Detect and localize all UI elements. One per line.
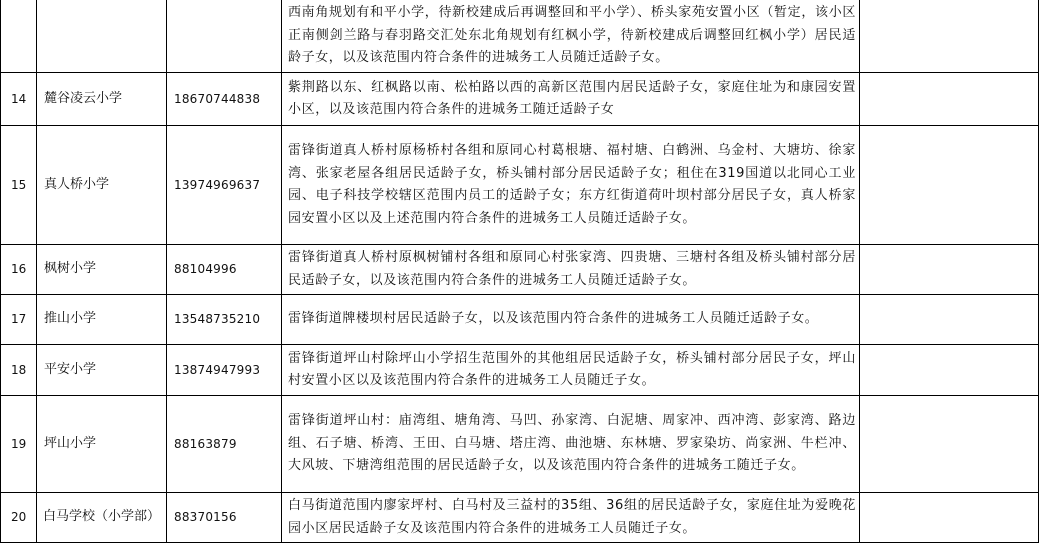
phone-number: 13874947993 bbox=[167, 345, 282, 396]
table-row bbox=[1, 245, 1039, 295]
school-name: 白马学校（小学部） bbox=[37, 493, 167, 543]
enrollment-area: 雷锋街道坪山村除坪山小学招生范围外的其他组居民适龄子女，桥头铺村部分居民子女，坪山村安置小区以及该范围内符合条件的进城务工人员随迁子女。 bbox=[282, 345, 860, 396]
table-row bbox=[1, 396, 1039, 493]
school-name: 麓谷凌云小学 bbox=[37, 73, 167, 126]
table-row bbox=[1, 493, 1039, 543]
phone-number: 88370156 bbox=[167, 493, 282, 543]
enrollment-area: 雷锋街道真人桥村原枫树铺村各组和原同心村张家湾、四贵塘、三塘村各组及桥头铺村部分居民适龄子女，以及该范围内符合条件的进城务工人员随迁适龄子女。 bbox=[282, 245, 860, 295]
row-number: 14 bbox=[1, 73, 37, 126]
row-number: 15 bbox=[1, 126, 37, 245]
phone-number: 18670744838 bbox=[167, 73, 282, 126]
enrollment-area: 雷锋街道真人桥村原杨桥村各组和原同心村葛根塘、福村塘、白鹤洲、乌金村、大塘坊、徐家湾、张家老屋各组居民适龄子女，桥头铺村部分居民适龄子女；租住在319国道以北同心工业园、电子科技学校辖区范围内员工的适龄子女；东方红街道荷叶坝村部分居民子女，真人桥家园安置小区以及上述范围内符合条件的进城务工人员随迁适龄子女。 bbox=[282, 126, 860, 245]
row-number: 20 bbox=[1, 493, 37, 543]
school-name bbox=[37, 0, 167, 73]
school-name: 平安小学 bbox=[37, 345, 167, 396]
table-row bbox=[1, 73, 1039, 126]
table-row bbox=[1, 0, 1039, 73]
row-number: 16 bbox=[1, 245, 37, 295]
remarks-cell bbox=[860, 396, 1039, 493]
remarks-cell bbox=[860, 345, 1039, 396]
school-name: 真人桥小学 bbox=[37, 126, 167, 245]
phone-number: 13974969637 bbox=[167, 126, 282, 245]
table-row bbox=[1, 345, 1039, 396]
row-number bbox=[1, 0, 37, 73]
row-number: 17 bbox=[1, 295, 37, 345]
enrollment-area: 雷锋街道牌楼坝村居民适龄子女，以及该范围内符合条件的进城务工人员随迁适龄子女。 bbox=[282, 295, 860, 345]
remarks-cell bbox=[860, 493, 1039, 543]
remarks-cell bbox=[860, 245, 1039, 295]
table-row bbox=[1, 295, 1039, 345]
remarks-cell bbox=[860, 0, 1039, 73]
row-number: 18 bbox=[1, 345, 37, 396]
row-number: 19 bbox=[1, 396, 37, 493]
enrollment-area: 雷锋街道坪山村：庙湾组、塘角湾、马凹、孙家湾、白泥塘、周家冲、西冲湾、彭家湾、路边组、石子塘、桥湾、王田、白马塘、塔庄湾、曲池塘、东林塘、罗家染坊、尚家洲、牛栏冲、大风坡、下塘湾组范围的居民适龄子女，以及该范围内符合条件的进城务工随迁子女。 bbox=[282, 396, 860, 493]
remarks-cell bbox=[860, 295, 1039, 345]
remarks-cell bbox=[860, 73, 1039, 126]
phone-number: 88104996 bbox=[167, 245, 282, 295]
phone-number bbox=[167, 0, 282, 73]
school-name: 推山小学 bbox=[37, 295, 167, 345]
enrollment-area: 西南角规划有和平小学，待新校建成后再调整回和平小学）、桥头家苑安置小区（暂定，该小区正南侧剑兰路与春羽路交汇处东北角规划有红枫小学，待新校建成后调整回红枫小学）居民适龄子女，以及该范围内符合条件的进城务工人员随迁适龄子女。 bbox=[282, 0, 860, 73]
phone-number: 88163879 bbox=[167, 396, 282, 493]
school-name: 枫树小学 bbox=[37, 245, 167, 295]
school-name: 坪山小学 bbox=[37, 396, 167, 493]
enrollment-area: 白马街道范围内廖家坪村、白马村及三益村的35组、36组的居民适龄子女，家庭住址为爱晚花园小区居民适龄子女及该范围内符合条件的进城务工人员随迁子女。 bbox=[282, 493, 860, 543]
table-row bbox=[1, 126, 1039, 245]
remarks-cell bbox=[860, 126, 1039, 245]
enrollment-area: 紫荆路以东、红枫路以南、松柏路以西的高新区范围内居民适龄子女，家庭住址为和康园安置小区，以及该范围内符合条件的进城务工随迁适龄子女 bbox=[282, 73, 860, 126]
phone-number: 13548735210 bbox=[167, 295, 282, 345]
